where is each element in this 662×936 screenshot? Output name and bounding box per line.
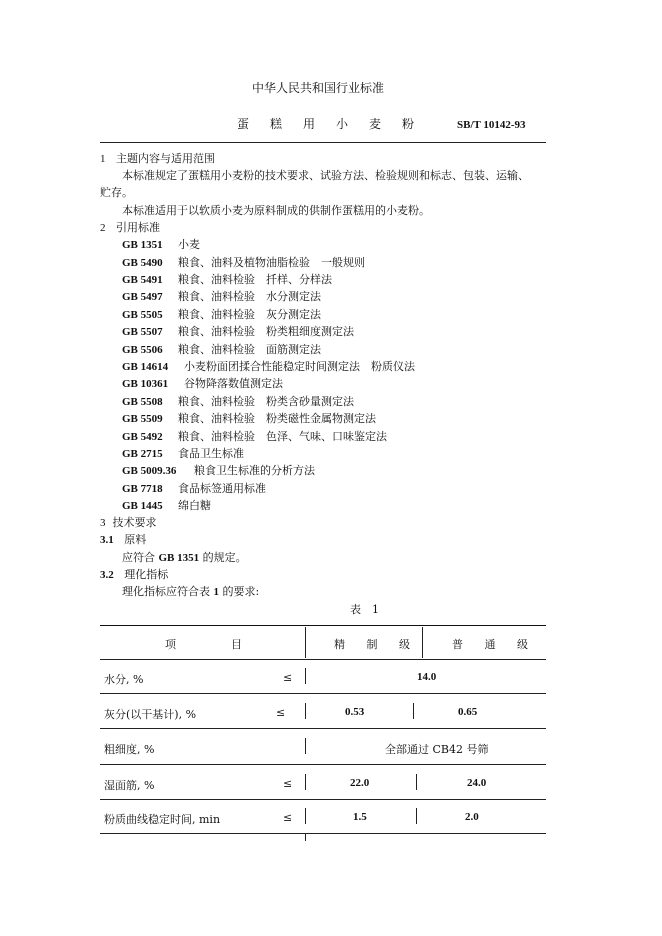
reference-title: 粮食、油料检验 水分测定法 <box>178 290 321 303</box>
table-row-rule <box>100 728 546 729</box>
reference-item <box>122 343 321 357</box>
row-fine-value: 22.0 <box>350 777 370 789</box>
reference-title: 粮食、油料检验 灰分测定法 <box>178 308 321 321</box>
row-symbol: ≤ <box>283 777 293 790</box>
reference-code: GB 5009.36 <box>122 465 177 477</box>
row-normal-value: 2.0 <box>465 811 479 823</box>
reference-title: 粮食卫生标准的分析方法 <box>194 464 315 477</box>
issuing-authority: 中华人民共和国行业标准 <box>252 81 385 95</box>
reference-code: GB 5497 <box>122 291 163 303</box>
row-item-moisture: 水分, % <box>104 673 144 686</box>
table-row-rule <box>100 693 546 694</box>
reference-code: GB 5507 <box>122 326 163 338</box>
column-divider <box>422 627 423 658</box>
reference-item <box>122 238 200 252</box>
reference-code: GB 2715 <box>122 448 163 460</box>
reference-code: GB 1445 <box>122 500 163 512</box>
column-divider <box>305 738 306 754</box>
section-3-1-heading <box>100 533 146 547</box>
row-fine-value: 0.53 <box>345 706 365 718</box>
reference-code: GB 5490 <box>122 257 163 269</box>
column-header-fine-grade: 精 制 级 <box>334 638 419 651</box>
reference-code: GB 5509 <box>122 413 163 425</box>
section-3-2-heading <box>100 568 168 582</box>
column-divider <box>305 627 306 658</box>
reference-code: GB 5506 <box>122 344 163 356</box>
section-1-para-1-line-2: 贮存。 <box>100 186 133 199</box>
row-normal-value: 24.0 <box>467 777 487 789</box>
reference-item <box>122 412 376 426</box>
column-divider <box>305 703 306 719</box>
section-2-number: 2 <box>100 222 106 234</box>
reference-title: 绵白糖 <box>178 499 211 512</box>
row-normal-value: 0.65 <box>458 706 478 718</box>
reference-title: 粮食、油料检验 扦样、分样法 <box>178 273 332 286</box>
reference-title: 粮食、油料检验 粉类磁性金属物测定法 <box>178 412 376 425</box>
reference-item <box>122 290 321 304</box>
reference-title: 粮食、油料检验 色泽、气味、口味鉴定法 <box>178 430 387 443</box>
reference-title: 谷物降落数值测定法 <box>184 377 283 390</box>
table-header-rule <box>100 659 546 660</box>
reference-title: 小麦粉面团揉合性能稳定时间测定法 粉质仪法 <box>184 360 415 373</box>
reference-item <box>122 256 365 270</box>
section-3-2-text <box>122 585 259 599</box>
row-merged-value: 全部通过 CB42 号筛 <box>385 743 489 756</box>
header-rule <box>100 142 546 143</box>
column-divider <box>413 703 414 719</box>
section-2-title: 引用标准 <box>116 221 160 234</box>
reference-code: GB 1351 <box>122 239 163 251</box>
column-divider <box>416 808 417 824</box>
column-divider <box>305 833 306 841</box>
reference-item <box>122 482 266 496</box>
section-3-1-text-post: 的规定。 <box>202 551 247 564</box>
row-merged-value: 14.0 <box>417 671 437 683</box>
row-item-wet-gluten: 湿面筋, % <box>104 779 155 792</box>
row-item-ash: 灰分(以干基计), % <box>104 708 197 721</box>
section-1-para-1-line-1: 本标准规定了蛋糕用小麦粉的技术要求、试验方法、检验规则和标志、包装、运输、 <box>122 169 529 182</box>
reference-title: 食品标签通用标准 <box>178 482 266 495</box>
section-3-title: 技术要求 <box>112 516 157 529</box>
table-bottom-rule <box>100 833 546 834</box>
reference-title: 粮食、油料检验 粉类含砂量测定法 <box>178 395 354 408</box>
reference-title: 粮食、油料检验 面筋测定法 <box>178 343 321 356</box>
reference-code: GB 7718 <box>122 483 163 495</box>
section-3-number: 3 <box>100 517 106 529</box>
section-3-1-text <box>122 551 247 565</box>
section-3-2-text-post: 的要求: <box>222 585 260 598</box>
table-caption: 表 1 <box>350 603 379 616</box>
section-3-2-text-pre: 理化指标应符合表 <box>122 585 210 598</box>
table-top-rule <box>100 625 546 626</box>
reference-code: GB 5505 <box>122 309 163 321</box>
reference-code: GB 5491 <box>122 274 163 286</box>
row-fine-value: 1.5 <box>353 811 367 823</box>
table-row-rule <box>100 799 546 800</box>
table-row-rule <box>100 764 546 765</box>
section-1-para-2: 本标准适用于以软质小麦为原料制成的供制作蛋糕用的小麦粉。 <box>122 204 430 217</box>
column-divider <box>305 808 306 824</box>
reference-item <box>122 308 321 322</box>
reference-item <box>122 430 387 444</box>
column-divider <box>305 774 306 790</box>
reference-title: 粮食、油料及植物油脂检验 一般规则 <box>178 256 365 269</box>
section-3-1-number: 3.1 <box>100 534 114 546</box>
row-symbol: ≤ <box>283 671 293 684</box>
reference-code: GB 5492 <box>122 431 163 443</box>
row-symbol: ≤ <box>283 811 293 824</box>
section-1-title: 主题内容与适用范围 <box>116 152 215 165</box>
column-header-item: 项 目 <box>165 638 242 651</box>
row-item-fineness: 粗细度, % <box>104 743 155 756</box>
reference-code: GB 5508 <box>122 396 163 408</box>
section-3-1-text-pre: 应符合 <box>122 551 155 564</box>
section-3-1-title: 原料 <box>124 533 147 546</box>
section-3-heading <box>100 516 157 530</box>
reference-code: GB 14614 <box>122 361 169 373</box>
reference-item <box>122 273 332 287</box>
section-2-heading <box>100 221 160 235</box>
section-1-heading <box>100 152 215 166</box>
row-item-stability-time: 粉质曲线稳定时间, min <box>104 813 221 826</box>
reference-item <box>122 395 354 409</box>
section-3-2-title: 理化指标 <box>124 568 169 581</box>
section-3-2-number: 3.2 <box>100 569 114 581</box>
reference-item <box>122 377 283 391</box>
section-1-number: 1 <box>100 153 106 165</box>
column-divider <box>305 668 306 684</box>
section-3-2-text-num: 1 <box>213 586 219 598</box>
reference-title: 食品卫生标准 <box>178 447 244 460</box>
standard-title: 蛋糕用小麦粉 <box>237 117 436 131</box>
column-divider <box>416 774 417 790</box>
standard-code: SB/T 10142-93 <box>457 119 526 131</box>
reference-title: 粮食、油料检验 粉类粗细度测定法 <box>178 325 354 338</box>
reference-item <box>122 447 244 461</box>
reference-code: GB 10361 <box>122 378 169 390</box>
row-symbol: ≤ <box>276 706 286 719</box>
reference-item <box>122 499 211 513</box>
reference-item <box>122 464 315 478</box>
reference-item <box>122 360 415 374</box>
reference-item <box>122 325 354 339</box>
reference-title: 小麦 <box>178 238 200 251</box>
column-header-normal-grade: 普 通 级 <box>452 638 537 651</box>
section-3-1-text-code: GB 1351 <box>158 552 200 564</box>
